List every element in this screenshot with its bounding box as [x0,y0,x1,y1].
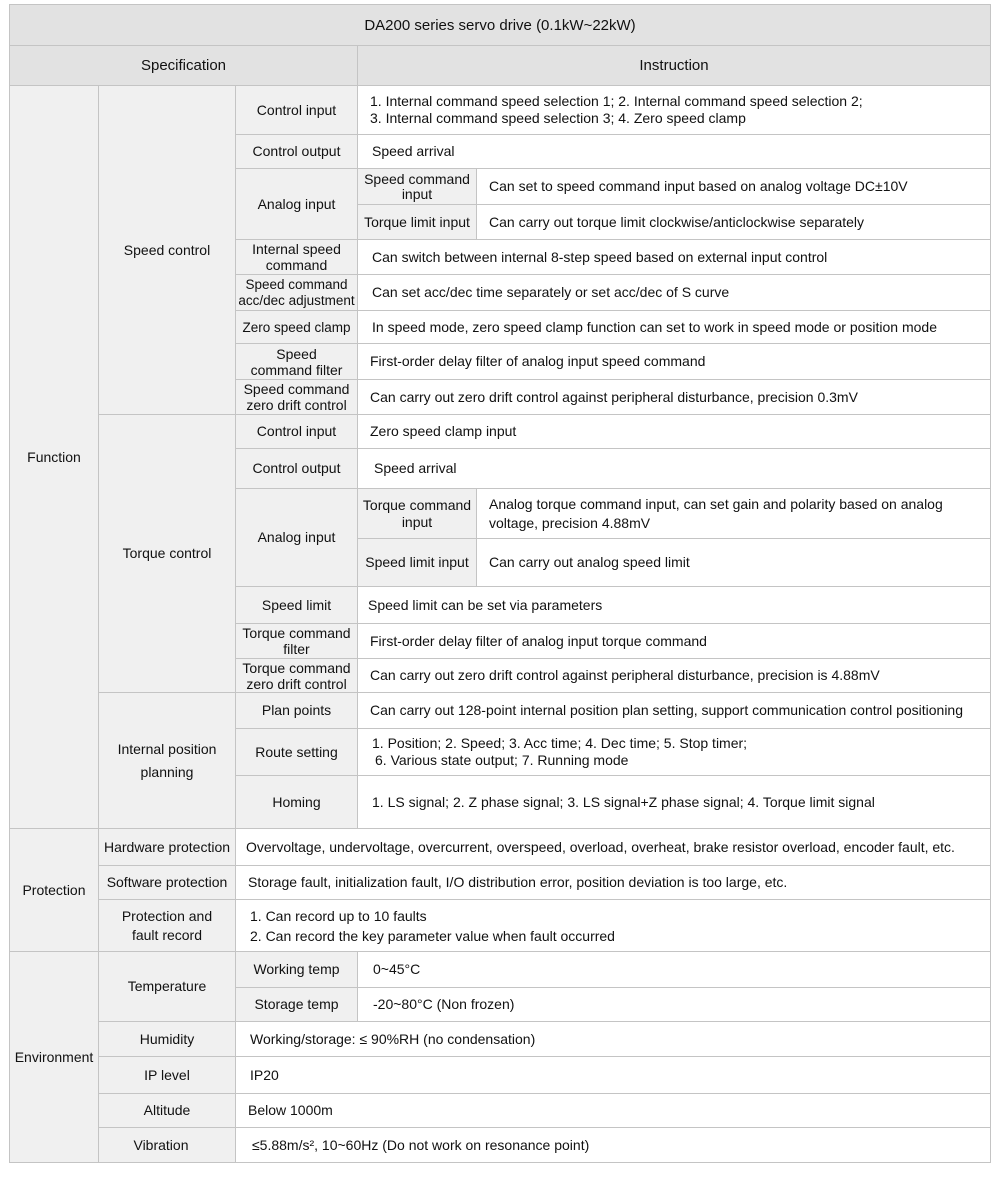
torque-control-output-name: Control output [236,449,357,488]
working-temp-value: 0~45°C [358,952,990,987]
vibration-name: Vibration [99,1128,235,1162]
torque-command-filter-name: Torque command filter [236,624,357,658]
ip-level-value: IP20 [236,1057,990,1093]
route-setting-line2: 6. Various state output; 7. Running mode [375,752,629,768]
speed-command-filter-name: Speed command filter [236,344,357,379]
speed-control-output-name: Control output [236,135,357,168]
torque-control-input-name: Control input [236,415,357,448]
route-setting-line1: 1. Position; 2. Speed; 3. Acc time; 4. Dec time; 5. Stop timer; [372,735,748,751]
zero-speed-clamp-name: Zero speed clamp [236,311,357,343]
speed-control-input-name: Control input [236,86,357,134]
working-temp-name: Working temp [236,952,357,987]
software-protection-name: Software protection [99,866,235,899]
speed-torque-limit-input-value: Can carry out torque limit clockwise/anticlockwise separately [477,205,990,239]
altitude-name: Altitude [99,1094,235,1127]
route-setting-value [358,729,990,775]
torque-speed-limit-name: Speed limit [236,587,357,623]
speed-control-input-value [358,86,990,134]
internal-speed-command-value: Can switch between internal 8-step speed based on external input control [358,240,990,274]
torque-zero-drift-name: Torque command zero drift control [236,659,357,692]
header-instruction: Instruction [358,46,990,85]
homing-name: Homing [236,776,357,828]
speed-accdec-value: Can set acc/dec time separately or set acc/dec of S curve [358,275,990,310]
torque-speed-limit-input-name: Speed limit input [358,539,476,586]
humidity-value: Working/storage: ≤ 90%RH (no condensation) [236,1022,990,1056]
subcategory-speed-control: Speed control [99,86,235,414]
speed-control-output-value: Speed arrival [358,135,990,168]
fault-record-name: Protection and fault record [99,900,235,951]
speed-zero-drift-name: Speed command zero drift control [236,380,357,414]
torque-analog-input-name: Analog input [236,489,357,586]
altitude-value: Below 1000m [236,1094,990,1127]
homing-value: 1. LS signal; 2. Z phase signal; 3. LS signal+Z phase signal; 4. Torque limit signal [358,776,990,828]
hardware-protection-name: Hardware protection [99,829,235,865]
category-function: Function [10,86,98,828]
torque-command-filter-value: First-order delay filter of analog input torque command [358,624,990,658]
speed-control-input-line2: 3. Internal command speed selection 3; 4. Zero speed clamp [370,110,746,126]
fault-record-value [236,900,990,951]
temperature-name: Temperature [99,952,235,1021]
category-environment: Environment [10,952,98,1162]
table-title: DA200 series servo drive (0.1kW~22kW) [10,5,990,45]
storage-temp-name: Storage temp [236,988,357,1021]
speed-accdec-name: Speed command acc/dec adjustment [236,275,357,310]
speed-torque-limit-input-name: Torque limit input [358,205,476,239]
humidity-name: Humidity [99,1022,235,1056]
subcategory-position-planning: Internal position planning [99,693,235,828]
plan-points-value: Can carry out 128-point internal position plan setting, support communication control positioning [358,693,990,728]
header-specification: Specification [10,46,357,85]
internal-speed-command-name: Internal speed command [236,240,357,274]
torque-zero-drift-value: Can carry out zero drift control against peripheral disturbance, precision is 4.88mV [358,659,990,692]
storage-temp-value: -20~80°C (Non frozen) [358,988,990,1021]
fault-record-line1: 1. Can record up to 10 faults [250,907,427,924]
subcategory-torque-control: Torque control [99,415,235,692]
torque-control-input-value: Zero speed clamp input [358,415,990,448]
speed-zero-drift-value: Can carry out zero drift control against peripheral disturbance, precision 0.3mV [358,380,990,414]
speed-control-input-line1: 1. Internal command speed selection 1; 2. Internal command speed selection 2; [370,93,863,109]
category-protection: Protection [10,829,98,951]
fault-record-line2: 2. Can record the key parameter value when fault occurred [250,927,615,944]
torque-speed-limit-value: Speed limit can be set via parameters [358,587,990,623]
plan-points-name: Plan points [236,693,357,728]
vibration-value: ≤5.88m/s², 10~60Hz (Do not work on resonance point) [236,1128,990,1162]
speed-command-input-name: Speed command input [358,169,476,204]
torque-command-input-value: Analog torque command input, can set gain and polarity based on analog voltage, precision 4.88mV [477,489,990,538]
zero-speed-clamp-value: In speed mode, zero speed clamp function can set to work in speed mode or position mode [358,311,990,343]
hardware-protection-value: Overvoltage, undervoltage, overcurrent, overspeed, overload, overheat, brake resistor overload, encoder fault, etc. [236,829,990,865]
software-protection-value: Storage fault, initialization fault, I/O distribution error, position deviation is too large, etc. [236,866,990,899]
ip-level-name: IP level [99,1057,235,1093]
torque-control-output-value: Speed arrival [358,449,990,488]
speed-analog-input-name: Analog input [236,169,357,239]
torque-command-input-name: Torque command input [358,489,476,538]
torque-speed-limit-input-value: Can carry out analog speed limit [477,539,990,586]
route-setting-name: Route setting [236,729,357,775]
speed-command-filter-value: First-order delay filter of analog input speed command [358,344,990,379]
speed-command-input-value: Can set to speed command input based on analog voltage DC±10V [477,169,990,204]
